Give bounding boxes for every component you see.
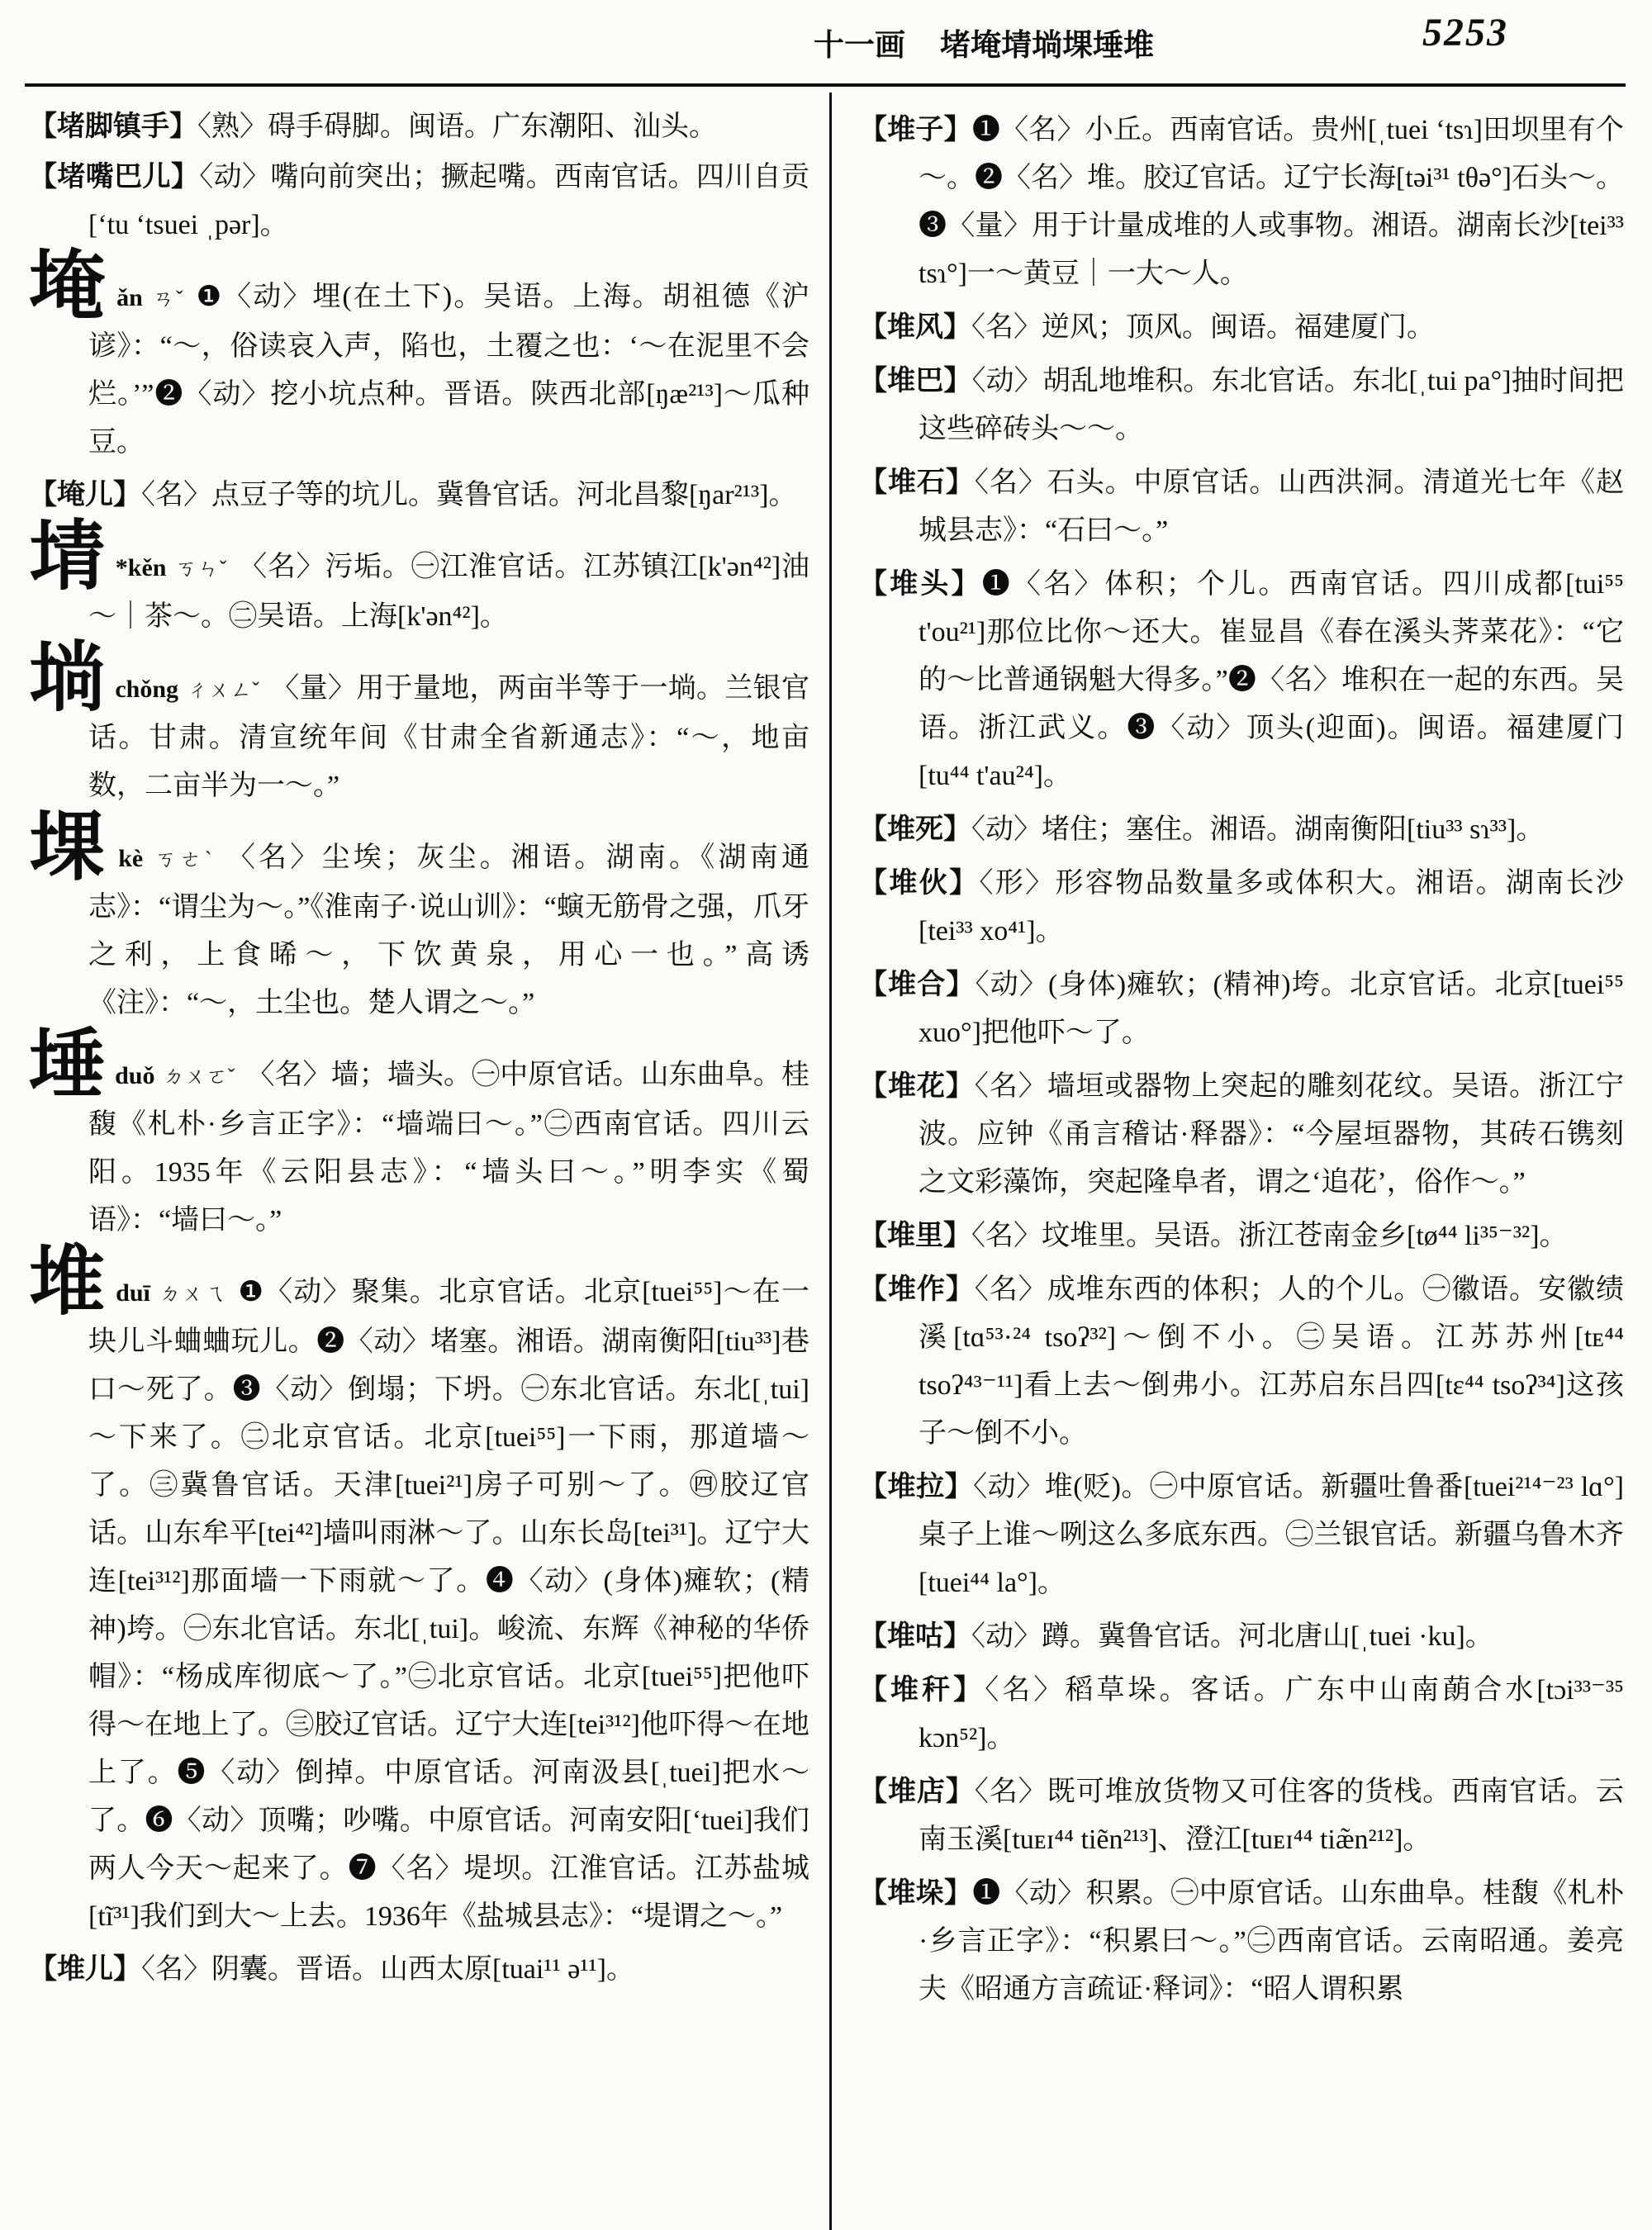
entry-body: 〈名〉成堆东西的体积；人的个儿。㊀徽语。安徽绩溪[tɑ⁵³·²⁴ tsoʔ³²]～倒不小。㊁吴语。江苏苏州[tᴇ⁴⁴ tsoʔ⁴³⁻¹¹]看上去～倒弗小。江苏启东吕四[tɛ⁴⁴ tsoʔ³⁴]这孩子～倒不小。: [919, 1274, 1624, 1449]
dict-entry: [29, 805, 809, 1027]
entry-big-char: 埵: [29, 1022, 106, 1107]
entry-body: 〈名〉点豆子等的坑儿。冀鲁官话。河北昌黎[ŋar²¹³]。: [141, 480, 797, 510]
entry-headword: 【堆拉】: [859, 1472, 974, 1502]
left-column: [29, 101, 809, 2228]
entry-headword: 【堆里】: [859, 1221, 971, 1251]
entry-headword: 【堆花】: [859, 1071, 975, 1102]
entry-body: 〈名〉污垢。㊀江淮官话。江苏镇江[k'ən⁴²]油～｜茶～。㊁吴语。上海[k'ən⁴²]。: [88, 552, 809, 632]
entry-headword: 【堆子】: [859, 115, 972, 145]
entry-big-char: 埥: [29, 515, 106, 599]
dict-entry: [859, 304, 1624, 352]
entry-headword: 【堆垛】: [859, 1878, 973, 1909]
entry-body: 〈动〉蹲。冀鲁官话。河北唐山[ˌtuei ·ku]。: [971, 1621, 1493, 1652]
dict-entry: [29, 1946, 809, 1994]
dict-entry: [29, 636, 809, 810]
entry-zhuyin: ㄔㄨㄥˇ: [187, 678, 260, 702]
entry-body: 〈名〉石头。中原官话。山西洪洞。清道光七年《赵城县志》：“石曰～。”: [919, 467, 1624, 546]
entry-big-char: 堆: [29, 1240, 107, 1324]
entry-headword: 【堆儿】: [29, 1954, 141, 1985]
entry-body: 〈名〉坟堆里。吴语。浙江苍南金乡[tø⁴⁴ li³⁵⁻³²]。: [971, 1221, 1568, 1251]
entry-pinyin: ǎn: [116, 284, 143, 311]
entry-body: 〈名〉阴囊。晋语。山西太原[tuai¹¹ ə¹¹]。: [141, 1954, 634, 1985]
dict-entry: [29, 1022, 809, 1245]
entry-body: 〈熟〉碍手碍脚。闽语。广东潮阳、汕头。: [197, 112, 717, 142]
entry-headword: 【堵嘴巴儿】: [29, 162, 200, 192]
entry-headword: 【堆秆】: [859, 1675, 985, 1706]
entry-pinyin: chǒng: [115, 676, 179, 703]
entry-body: 〈动〉嘴向前突出；撅起嘴。西南官话。四川自贡[ʻtu ʻtsuei ˌpər]。: [88, 162, 809, 240]
entry-pinyin: duǒ: [115, 1062, 155, 1089]
right-column: [859, 101, 1624, 2228]
entry-headword: 【堆巴】: [859, 366, 972, 396]
entry-body: ❶〈动〉聚集。北京官话。北京[tuei⁵⁵]～在一块儿斗蛐蛐玩儿。❷〈动〉堵塞。湘语。湖南衡阳[tiu³³]巷口～死了。❸〈动〉倒塌；下坍。㊀东北官话。东北[ˌtui]～下来了。㊁北京官话。北京[tuei⁵⁵]一下雨，那道墙～了。㊂冀鲁官话。天津[tuei²¹]房子可别～了。㊃胶辽官话。山东牟平[tei⁴²]墙叫雨淋～了。山东长岛[tei³¹]。辽宁大连[tei³¹²]那面墙一下雨就～了。❹〈动〉(身体)瘫软；(精神)垮。㊀东北官话。东北[ˌtui]。峻流、东辉《神秘的华侨帽》：“杨成库彻底～了。”㊁北京官话。北京[tuei⁵⁵]把他吓得～在地上了。㊂胶辽官话。辽宁大连[tei³¹²]他吓得～在地上了。❺〈动〉倒掉。中原官话。河南汲县[ˌtuei]把水～了。❻〈动〉顶嘴；吵嘴。中原官话。河南安阳[ʻtuei]我们两人今天～起来了。❼〈名〉堤坝。江淮官话。江苏盐城[tĩ³¹]我们到大～上去。1936年《盐城县志》：“堤谓之～。”: [88, 1277, 809, 1932]
dict-entry: [859, 860, 1624, 956]
entry-body: 〈名〉逆风；顶风。闽语。福建厦门。: [971, 312, 1435, 343]
entry-pinyin: kè: [118, 845, 144, 872]
dict-entry: [29, 515, 809, 641]
dict-entry: [29, 154, 809, 249]
entry-body: ❶〈名〉体积；个儿。西南官话。四川成都[tui⁵⁵ t'ou²¹]那位比你～还大。崔显昌《春在溪头荠菜花》：“它的～比普通锅魁大得多。”❷〈名〉堆积在一起的东西。吴语。浙江武义。❸〈动〉顶头(迎面)。闽语。福建厦门[tu⁴⁴ t'au²⁴]。: [919, 569, 1624, 791]
entry-body: ❶〈名〉小丘。西南官话。贵州[ˌtuei ʻtsɿ]田坝里有个～。❷〈名〉堆。胶辽官话。辽宁长海[təi³¹ tθə°]石头～。❸〈量〉用于计量成堆的人或事物。湘语。湖南长沙[tei³³ tsɿ°]一～黄豆｜一大～人。: [919, 115, 1624, 289]
header-group-chars: 堵埯埥埫堁埵堆: [940, 29, 1154, 63]
entry-headword: 【堆店】: [859, 1777, 975, 1807]
dict-entry: [859, 1870, 1624, 2014]
entry-big-char: 埫: [29, 636, 106, 720]
dict-entry: [859, 1613, 1624, 1661]
dict-entry: [859, 1266, 1624, 1458]
page-number: 5253: [1422, 11, 1508, 55]
entry-headword: 【堆风】: [859, 312, 971, 343]
entry-zhuyin: ㄎㄣˇ: [174, 557, 228, 581]
dict-entry: [859, 1667, 1624, 1763]
entry-body: 〈量〉用于量地，两亩半等于一埫。兰银官话。甘肃。清宣统年间《甘肃全省新通志》：“～，地亩数，二亩半为一～。”: [88, 673, 809, 801]
entry-headword: 【堆头】: [859, 569, 982, 600]
dict-entry: [29, 244, 809, 467]
dict-entry: [859, 1063, 1624, 1207]
entry-zhuyin: ㄢˇ: [150, 287, 185, 311]
entry-pinyin: *kěn: [115, 554, 167, 581]
dict-entry: [859, 561, 1624, 800]
entry-headword: 【堵脚镇手】: [29, 112, 197, 142]
entry-body: ❶〈动〉积累。㊀中原官话。山东曲阜。桂馥《札朴·乡言正字》：“积累曰～。”㊁西南官话。云南昭通。姜亮夫《昭通方言疏证·释词》：“昭人谓积累: [919, 1878, 1624, 2005]
entry-headword: 【堆石】: [859, 467, 975, 498]
entry-headword: 【堆咕】: [859, 1621, 971, 1652]
entry-headword: 【堆作】: [859, 1274, 975, 1305]
entry-body: 〈动〉堵住；塞住。湘语。湖南衡阳[tiu³³ sɿ³³]。: [971, 814, 1545, 845]
dict-entry: [859, 358, 1624, 453]
entry-headword: 【埯儿】: [29, 480, 141, 510]
entry-big-char: 堁: [29, 805, 109, 890]
dict-entry: [859, 961, 1624, 1057]
header-rule: [25, 83, 1626, 87]
entry-body: 〈形〉形容物品数量多或体积大。湘语。湖南长沙[tei³³ xo⁴¹]。: [919, 868, 1624, 947]
entry-body: 〈动〉胡乱地堆积。东北官话。东北[ˌtui pa°]抽时间把这些碎砖头～～。: [919, 366, 1624, 444]
entry-body: 〈名〉墙垣或器物上突起的雕刻花纹。吴语。浙江宁波。应钟《甬言稽诂·释器》：“今屋垣器物，其砖石镌刻之文彩藻饰，突起隆阜者，谓之‘追花’，俗作～。”: [919, 1071, 1624, 1198]
entry-big-char: 埯: [29, 244, 107, 329]
entry-zhuyin: ㄉㄨㄟ: [158, 1282, 227, 1306]
entry-zhuyin: ㄉㄨㄛˇ: [163, 1065, 235, 1089]
entry-body: 〈名〉尘埃；灰尘。湘语。湖南。《湖南通志》：“谓尘为～。”《淮南子·说山训》：“螾无筋骨之强，爪牙之利，上食晞～，下饮黄泉，用心一也。”高诱《注》：“～，土尘也。楚人谓之～。”: [88, 842, 809, 1018]
entry-body: 〈名〉墙；墙头。㊀中原官话。山东曲阜。桂馥《札朴·乡言正字》：“墙端曰～。”㊁西南官话。四川云阳。1935年《云阳县志》：“墙头曰～。”明李实《蜀语》：“墙曰～。”: [88, 1060, 809, 1236]
dict-entry: [859, 107, 1624, 298]
page-header: [814, 20, 1154, 64]
dict-entry: [859, 806, 1624, 854]
dict-entry: [859, 459, 1624, 555]
dict-entry: [859, 1212, 1624, 1260]
entry-pinyin: duī: [116, 1279, 150, 1307]
entry-body: 〈名〉稻草垛。客话。广东中山南蓢合水[tɔi³³⁻³⁵ kɔn⁵²]。: [919, 1675, 1624, 1753]
entry-headword: 【堆伙】: [859, 868, 980, 899]
dict-entry: [859, 1768, 1624, 1864]
entry-headword: 【堆合】: [859, 970, 976, 1000]
dict-entry: [29, 472, 809, 520]
entry-zhuyin: ㄎㄜˋ: [151, 847, 216, 871]
dict-entry: [29, 103, 809, 151]
entry-body: 〈动〉(身体)瘫软；(精神)垮。北京官话。北京[tuei⁵⁵ xuo°]把他吓～了。: [919, 970, 1624, 1048]
column-divider: [829, 93, 832, 2230]
entry-headword: 【堆死】: [859, 814, 971, 845]
entry-body: 〈动〉堆(贬)。㊀中原官话。新疆吐鲁番[tuei²¹⁴⁻²³ lɑ°]桌子上谁～咧这么多底东西。㊁兰银官话。新疆乌鲁木齐[tuei⁴⁴ la°]。: [919, 1472, 1624, 1598]
dict-entry: [859, 1464, 1624, 1607]
entry-body: 〈名〉既可堆放货物又可住客的货栈。西南官话。云南玉溪[tuᴇɪ⁴⁴ tiẽn²¹³]、澄江[tuᴇɪ⁴⁴ tiæ̃n²¹²]。: [919, 1777, 1624, 1855]
dict-entry: [29, 1240, 809, 1941]
header-stroke-section: 十一画: [814, 29, 905, 63]
entry-body: ❶〈动〉埋(在土下)。吴语。上海。胡祖德《沪谚》：“～，俗读哀入声，陷也，土覆之也：‘～在泥里不会烂。’”❷〈动〉挖小坑点种。晋语。陕西北部[ŋæ²¹³]～瓜种豆。: [88, 282, 809, 458]
